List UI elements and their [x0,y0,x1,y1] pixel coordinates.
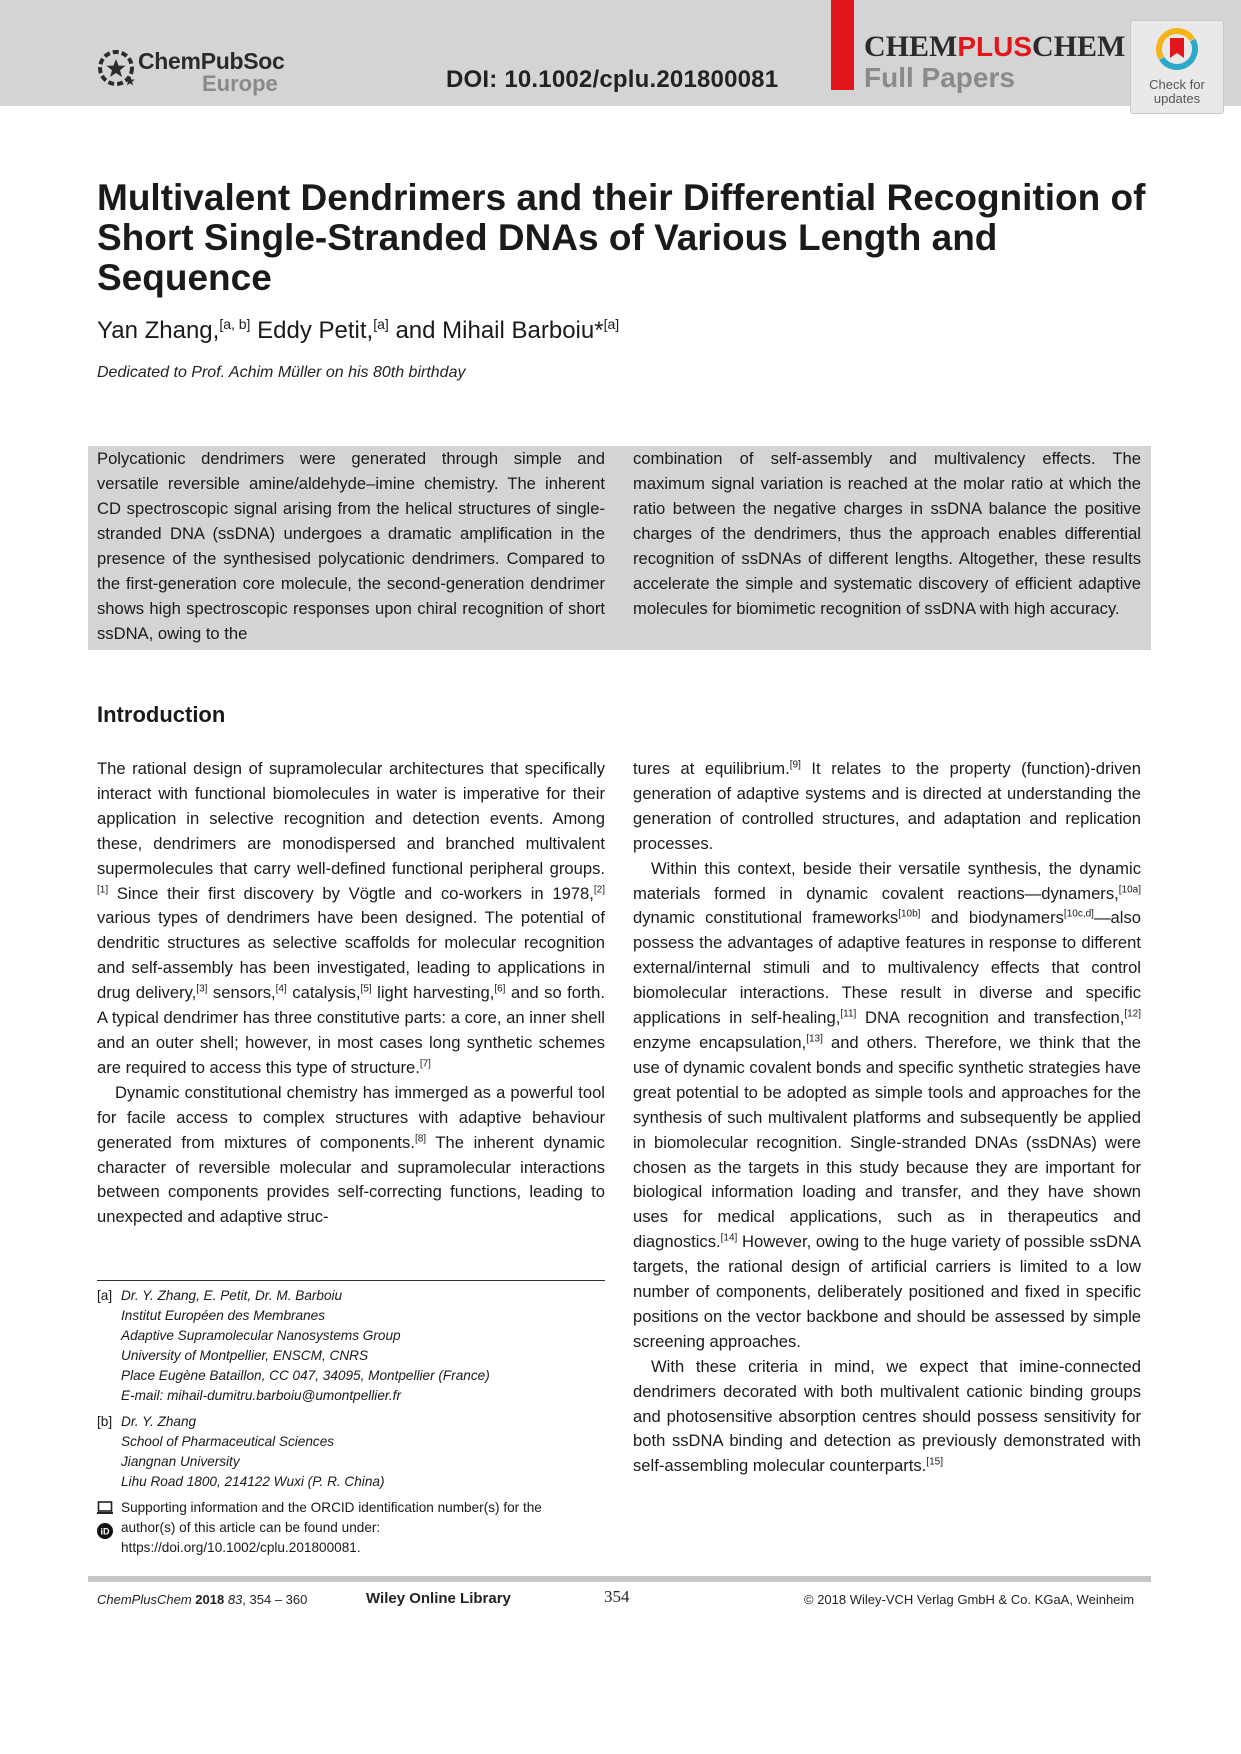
text-run: —also possess the advantages of adaptive features in response to different external/internal stimuli and to multivalency effects that control biomolecular interactions. These result in diverse and specific applications in self-healing, [633,908,1141,1028]
author-list [97,316,619,345]
text-run: DNA recognition and transfection, [856,1008,1125,1028]
text-run: It relates to the property (function)-driven generation of adaptive systems and is directed at understanding the generation of controlled structures, and adaptation and replication processes. [633,759,1141,853]
reference-citation[interactable]: [14] [720,1232,738,1244]
paragraph [633,757,1141,857]
reference-citation[interactable]: [3] [196,983,208,995]
paragraph [97,1081,605,1230]
affiliation-lines [121,1412,617,1492]
journal-name-part2: PLUS [957,31,1033,62]
doi[interactable]: DOI: 10.1002/cplu.201800081 [446,66,779,93]
dedication: Dedicated to Prof. Achim Müller on his 80th birthday [97,364,466,381]
page-number: 354 [604,1587,630,1606]
affiliation-a [97,1286,617,1406]
footnote-line: Place Eugène Bataillon, CC 047, 34095, Montpellier (France) [121,1368,490,1383]
footnote-line: Adaptive Supramolecular Nanosystems Group [121,1328,401,1343]
section-heading: Introduction [97,702,226,727]
reference-citation[interactable]: [6] [494,983,506,995]
footnote-rule [97,1280,605,1281]
author-name: Mihail Barboiu* [442,317,604,344]
footer-rule [88,1576,1151,1582]
paragraph [97,757,605,1081]
text-run: Within this context, beside their versatile synthesis, the dynamic materials formed in dynamic covalent reactions—dynamers, [633,858,1141,903]
footnote-line: Jiangnan University [121,1454,240,1469]
orcid-icon[interactable] [97,1523,113,1539]
reference-citation[interactable]: [2] [593,884,605,895]
citation-journal: ChemPlusChem [97,1592,192,1607]
text-run: Since their first discovery by Vögtle and co-workers in 1978, [108,883,594,903]
citation-year: 2018 [195,1592,225,1607]
reference-citation[interactable]: [9] [789,759,801,771]
svg-text:iD: iD [100,1526,110,1537]
author-affiliation: [a] [373,316,389,332]
reference-citation[interactable]: [10c,d] [1063,908,1094,920]
abstract-right-column: combination of self-assembly and multivalency effects. The maximum signal variation is reached at the molar ratio at which the ratio between the negative charges in ssDNA balance the positive charges of the dendrimers, thus the approach enables differential recognition of ssDNAs of different lengths. Altogether, these results accelerate the simple and systematic discovery of efficient adaptive molecules for biomimetic recognition of ssDNA with high accuracy. [633,449,1141,618]
check-for-updates-button[interactable] [1130,20,1224,114]
footnote-line: https://doi.org/10.1002/cplu.201800081. [121,1540,361,1555]
footnote-line: Lihu Road 1800, 214122 Wuxi (P. R. China) [121,1474,385,1489]
footnote-mark: [b] [97,1414,113,1429]
journal-name-part1: CHEM [864,30,958,63]
text-run: However, owing to the huge variety of possible ssDNA targets, the rational design of artificial carriers is limited to a low number of components, deliberately positioned and fixed in specific positions on the vector backbone and should be assessed by simple screening approaches. [633,1232,1141,1351]
text-run: and biodynamers [920,908,1064,928]
text-run: tures at equilibrium. [633,759,790,778]
text-run: and others. Therefore, we think that the use of dynamic covalent bonds and specific synthetic strategies have great potential to be adopted as simple tools and approaches for the synthesis of such multivalent platforms and subsequently be applied in biomolecular recognition. Single-stranded DNAs (ssDNAs) were chosen as the targets in this study because they are important for biological information loading and transfer, and they have shown uses for medical applications, such as in therapeutics and diagnostics. [633,1032,1141,1252]
check-for-updates-line2: updates [1153,91,1201,106]
affiliation-lines [121,1286,617,1406]
footnote-mark: [a] [97,1288,113,1303]
check-for-updates-icon [1155,27,1199,73]
journal-accent-bar [831,0,854,90]
author-name: Yan Zhang, [97,317,220,344]
text-run: and so forth. A typical dendrimer has three constitutive parts: a core, an inner shell and an outer shell; however, in most cases long synthetic schemes are required to access this type of structure. [97,983,606,1077]
paragraph [633,1355,1141,1480]
text-run: The inherent dynamic character of reversible molecular and supramolecular interactions between components provides self-correcting functions, leading to unexpected and adaptive struc- [97,1132,605,1227]
text-run: enzyme encapsulation, [633,1032,807,1052]
reference-citation[interactable]: [10a] [1118,884,1141,895]
citation [97,1592,307,1607]
text-run: catalysis, [286,983,361,1003]
chempubsoc-star-icon [96,46,140,90]
author-affiliation: [a, b] [219,316,251,332]
footnote-line: author(s) of this article can be found under: [121,1520,381,1535]
citation-pages: , 354 – 360 [242,1592,308,1607]
reference-citation[interactable]: [7] [419,1058,431,1070]
check-for-updates-line1: Check for [1149,77,1205,92]
reference-citation[interactable]: [8] [414,1133,427,1145]
computer-icon [97,1501,113,1515]
paragraph [633,857,1141,1355]
text-run: various types of dendrimers have been designed. The potential of dendritic structures as selective scaffolds for molecular recognition and self-assembly has been investigated, leading to applications in drug delivery, [97,908,605,1003]
footnote-line: School of Pharmaceutical Sciences [121,1434,335,1449]
body-right-column [633,757,1141,1479]
footnote-line: Dr. Y. Zhang [121,1414,197,1429]
society-name: ChemPubSoc [138,48,285,74]
chempubsoc-logo [96,44,296,96]
text-run: The rational design of supramolecular architectures that specifically interact with functional biomolecules in water is imperative for their application in selective recognition and detection events. Among these, dendrimers are monodispersed and branched multivalent supermolecules that carry well-defined functional peripheral groups. [97,759,605,878]
reference-citation[interactable]: [10b] [898,908,921,920]
section-type: Full Papers [864,62,1015,93]
text-run: dynamic constitutional frameworks [633,908,899,928]
affiliation-footnotes [97,1286,617,1558]
reference-citation[interactable]: [11] [840,1008,857,1020]
reference-citation[interactable]: [5] [360,983,372,995]
supporting-info-lines [121,1498,617,1558]
text-run: With these criteria in mind, we expect that imine-connected dendrimers decorated with both multivalent cationic binding groups and photosensitive absorption centres should possess sensitivity for both ssDNA binding and detection as previously demonstrated with self-assembling molecular counterparts. [633,1356,1141,1476]
affiliation-b [97,1412,617,1492]
text-run: light harvesting, [371,983,495,1003]
reference-citation[interactable]: [15] [926,1456,943,1468]
reference-citation[interactable]: [12] [1124,1008,1141,1020]
reference-citation[interactable]: [13] [806,1033,823,1045]
footnote-line: Institut Européen des Membranes [121,1308,326,1323]
footnote-line: Supporting information and the ORCID identification number(s) for the [121,1500,542,1515]
footnote-line: University of Montpellier, ENSCM, CNRS [121,1348,369,1363]
citation-volume: 83 [227,1592,243,1607]
society-region: Europe [202,71,278,96]
text-run: sensors, [207,983,276,1003]
wiley-online-library-link[interactable]: Wiley Online Library [366,1590,511,1607]
supporting-info-note [97,1498,617,1558]
author-conjunction: and [395,317,436,344]
reference-citation[interactable]: [1] [97,884,109,895]
reference-citation[interactable]: [4] [275,983,287,995]
article-title: Multivalent Dendrimers and their Differential Recognition of Short Single-Stranded DNAs of Various Length and Sequence [97,177,1146,298]
author-name: Eddy Petit, [257,317,374,344]
body-left-column [97,757,605,1230]
footnote-line: E-mail: mihail-dumitru.barboiu@umontpellier.fr [121,1388,401,1403]
author-affiliation: [a] [603,316,620,332]
copyright: © 2018 Wiley-VCH Verlag GmbH & Co. KGaA, Weinheim [804,1592,1135,1607]
footnote-line: Dr. Y. Zhang, E. Petit, Dr. M. Barboiu [121,1288,343,1303]
abstract-left-column: Polycationic dendrimers were generated through simple and versatile reversible amine/aldehyde–imine chemistry. The inherent CD spectroscopic signal arising from the helical structures of single-stranded DNA (ssDNA) undergoes a dramatic amplification in the presence of the synthesised polycationic dendrimers. Compared to the first-generation core molecule, the second-generation dendrimer shows high spectroscopic responses upon chiral recognition of short ssDNA, owing to the [97,449,605,643]
journal-logo [864,30,1130,64]
journal-name-part3: CHEM [1032,30,1126,63]
text-run: Dynamic constitutional chemistry has immerged as a powerful tool for facile access to complex structures with adaptive behaviour generated from mixtures of components. [97,1082,605,1152]
